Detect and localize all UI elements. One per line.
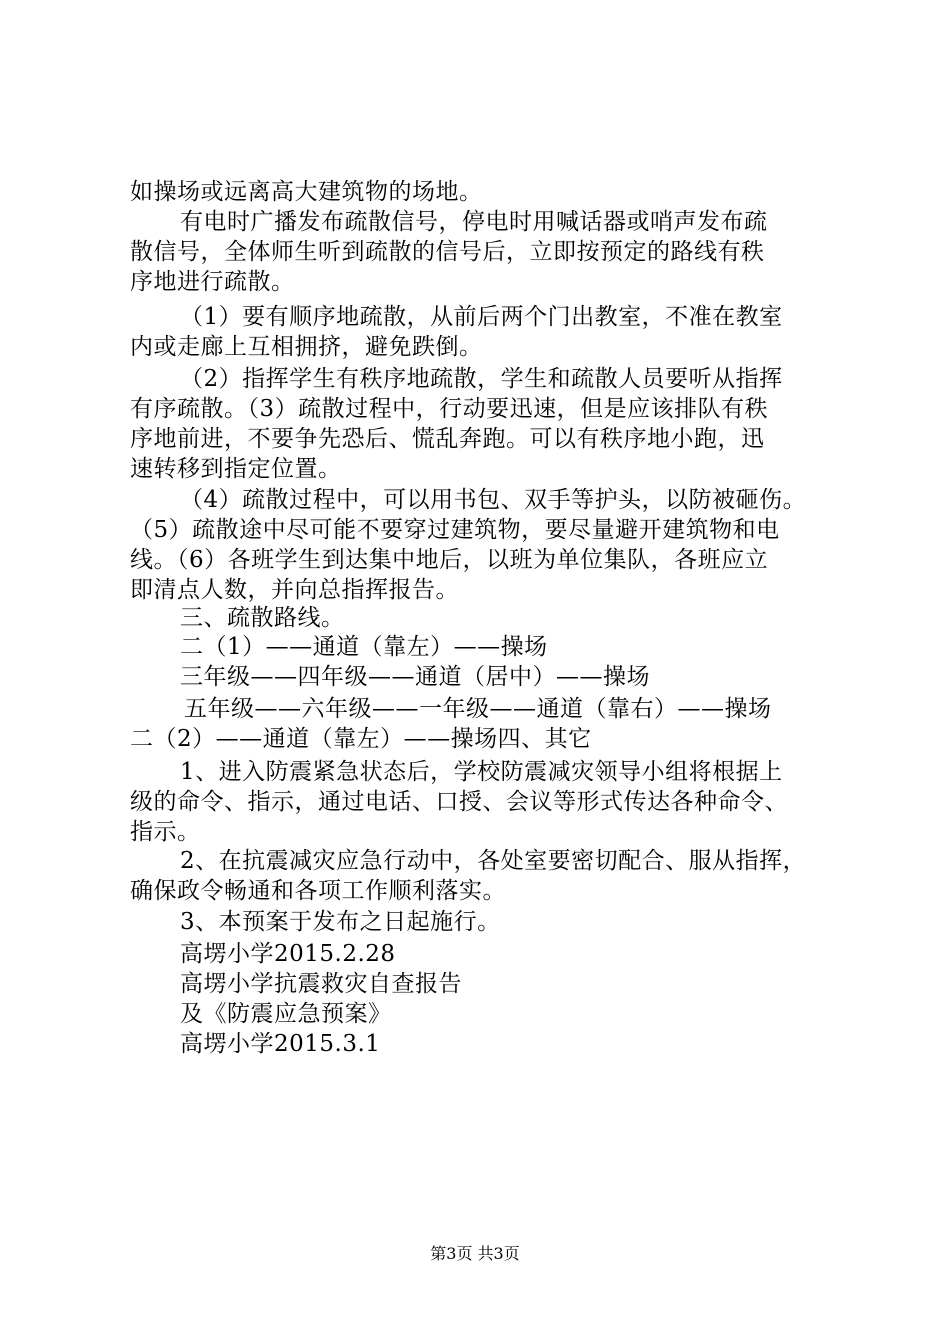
text-line: 2、在抗震减灾应急行动中，各处室要密切配合、服从指挥， [180,848,807,874]
text-line: 速转移到指定位置。 [130,456,342,482]
text-line: 有电时广播发布疏散信号，停电时用喊话器或哨声发布疏 [180,209,768,235]
text-line: 1、进入防震紧急状态后，学校防震减灾领导小组将根据上 [180,759,783,785]
text-line: 级的命令、指示，通过电话、口授、会议等形式传达各种命令、 [130,789,788,815]
text-line: 内或走廊上互相拥挤，避免跌倒。 [130,334,483,360]
text-line: （4）疏散过程中，可以用书包、双手等护头，以防被砸伤。 [180,487,807,513]
report-title-line: 高塄小学抗震救灾自查报告 [180,971,462,997]
text-line: （1）要有顺序地疏散，从前后两个门出教室，不准在教室 [180,304,783,330]
text-line: 线。（6）各班学生到达集中地后，以班为单位集队，各班应立 [130,547,769,573]
text-line: 序地进行疏散。 [130,269,295,295]
signature-line: 高塄小学2015.2.28 [180,941,396,967]
section-heading: 三、疏散路线。 [180,605,345,631]
text-line: 有序疏散。（3）疏散过程中，行动要迅速，但是应该排队有秩 [130,396,769,422]
page-number: 第3页 共3页 [430,1244,520,1263]
text-line: （2）指挥学生有秩序地疏散，学生和疏散人员要听从指挥 [180,366,783,392]
text-line: （5）疏散途中尽可能不要穿过建筑物，要尽量避开建筑物和电 [130,517,780,543]
signature-line: 高塄小学2015.3.1 [180,1031,381,1057]
route-line: 三年级——四年级——通道（居中）——操场 [180,664,650,690]
text-line: 指示。 [130,819,201,845]
text-line: 序地前进，不要争先恐后、慌乱奔跑。可以有秩序地小跑，迅 [130,426,765,452]
text-line: 3、本预案于发布之日起施行。 [180,909,501,935]
route-line: 二（2）——通道（靠左）——操场四、其它 [130,726,592,752]
text-line: 散信号，全体师生听到疏散的信号后，立即按预定的路线有秩 [130,239,765,265]
route-line: 五年级——六年级——一年级——通道（靠右）——操场 [184,696,772,722]
route-line: 二（1）——通道（靠左）——操场 [180,634,548,660]
report-title-line: 及《防震应急预案》 [180,1001,392,1027]
text-line: 确保政令畅通和各项工作顺利落实。 [130,878,506,904]
text-line: 即清点人数，并向总指挥报告。 [130,577,459,603]
text-line: 如操场或远离高大建筑物的场地。 [130,179,483,205]
